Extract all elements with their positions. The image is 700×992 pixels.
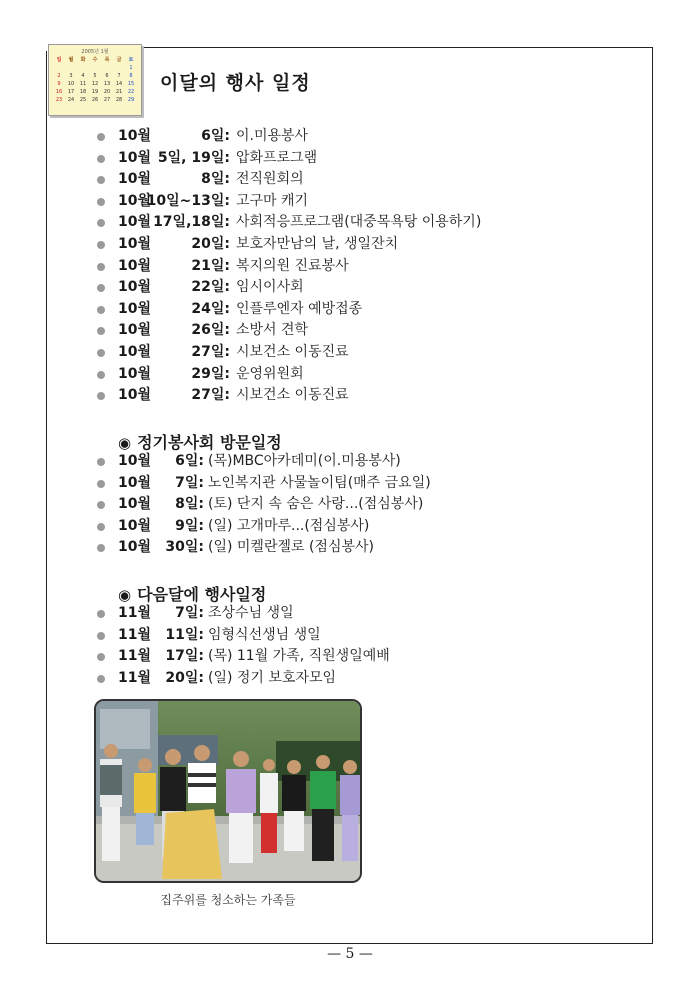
calendar-day: 14 (115, 81, 123, 87)
calendar-day: 18 (79, 89, 87, 95)
event-description: (토) 단지 속 숨은 사랑...(점심봉사) (208, 496, 424, 513)
event-date (118, 320, 230, 342)
event-day: 29일: (191, 365, 230, 382)
event-day: 5일, 19일: (157, 149, 230, 166)
calendar-day: 26 (91, 97, 99, 103)
event-description: 보호자만남의 날, 생일잔치 (236, 235, 399, 252)
event-day: 7일: (175, 605, 204, 621)
event-day: 20일: (165, 669, 204, 686)
event-day: 17일: (165, 648, 204, 665)
event-date (118, 537, 204, 559)
event-day: 11일: (165, 626, 204, 643)
event-month: 10월 (118, 453, 152, 469)
calendar-weekday: 목 (104, 57, 110, 63)
bullet-icon (97, 675, 105, 683)
calendar-day: 17 (67, 89, 75, 95)
event-description: 인플루엔자 예방접종 (236, 300, 363, 317)
calendar-day: 23 (55, 97, 63, 103)
group-photo (94, 699, 362, 883)
event-date (118, 212, 230, 234)
bullet-icon (97, 458, 105, 466)
event-day: 22일: (191, 279, 230, 296)
event-description: 조상수님 생일 (208, 605, 294, 621)
page-number: — 5 — (327, 946, 373, 962)
calendar-day: 8 (129, 73, 133, 79)
event-description: (일) 고개마루...(점심봉사) (208, 517, 370, 534)
event-date (118, 169, 230, 191)
calendar-title: 2005년 1월 (81, 49, 109, 55)
event-day: 27일: (191, 387, 230, 404)
event-date (118, 625, 204, 647)
event-month: 10월 (118, 214, 152, 231)
calendar-day: 5 (93, 73, 97, 79)
event-description: 소방서 견학 (236, 322, 309, 339)
event-month: 10월 (118, 387, 152, 404)
event-day: 17일,18일: (153, 214, 230, 231)
event-description: 노인복지관 사물놀이팀(매주 금요일) (208, 474, 431, 491)
calendar-day (77, 64, 89, 72)
page-title: 이달의 행사 일정 (160, 72, 311, 94)
calendar-day (65, 64, 77, 72)
calendar-day: 3 (69, 73, 73, 79)
event-description: 사회적응프로그램(대중목욕탕 이용하기) (236, 214, 482, 231)
event-month: 11월 (118, 605, 152, 621)
section-marker-icon: ◉ (118, 434, 132, 452)
event-month: 10월 (118, 365, 152, 382)
event-description: 복지의원 진료봉사 (236, 257, 349, 274)
event-month: 10월 (118, 149, 152, 166)
event-description: 임시이사회 (236, 279, 304, 296)
event-month: 11월 (118, 648, 152, 665)
calendar-day: 19 (91, 89, 99, 95)
event-date (118, 646, 204, 668)
bullet-icon (97, 306, 105, 314)
calendar-day (89, 64, 101, 72)
event-date (118, 277, 230, 299)
section-title-text: 정기봉사회 방문일정 (137, 433, 282, 452)
bullet-icon (97, 371, 105, 379)
event-month: 10월 (118, 235, 152, 252)
calendar-day: 21 (115, 89, 123, 95)
event-day: 6일: (201, 128, 230, 144)
event-day: 26일: (191, 322, 230, 339)
calendar-day (53, 64, 65, 72)
event-month: 10월 (118, 517, 152, 534)
bullet-icon (97, 349, 105, 357)
calendar-day: 1 (129, 65, 133, 71)
calendar-day: 22 (127, 89, 135, 95)
event-day: 8일: (201, 171, 230, 188)
calendar-day: 11 (79, 81, 87, 87)
event-date (118, 191, 230, 213)
event-month: 11월 (118, 626, 152, 643)
event-description: (일) 정기 보호자모임 (208, 669, 337, 686)
event-date (118, 148, 230, 170)
event-month: 10월 (118, 343, 152, 360)
event-date (118, 473, 204, 495)
calendar-day: 24 (67, 97, 75, 103)
event-month: 10월 (118, 539, 152, 556)
calendar-weekday: 화 (80, 57, 86, 63)
calendar-day: 25 (79, 97, 87, 103)
event-date (118, 364, 230, 386)
calendar-weekday: 토 (128, 57, 134, 63)
event-day: 24일: (191, 300, 230, 317)
event-day: 20일: (191, 235, 230, 252)
event-day: 27일: (191, 343, 230, 360)
event-day: 9일: (175, 517, 204, 534)
event-month: 10월 (118, 474, 152, 491)
calendar-weekday: 월 (68, 57, 74, 63)
event-month: 11월 (118, 669, 152, 686)
event-day: 6일: (175, 453, 204, 469)
calendar-weekday: 일 (56, 57, 62, 63)
event-date (118, 299, 230, 321)
calendar-day: 20 (103, 89, 111, 95)
event-month: 10월 (118, 322, 152, 339)
calendar-day: 10 (67, 81, 75, 87)
event-month: 10월 (118, 257, 152, 274)
photo-illustration (96, 701, 360, 881)
event-date (118, 668, 204, 690)
calendar-day: 13 (103, 81, 111, 87)
calendar-day: 2 (57, 73, 61, 79)
bullet-icon (97, 480, 105, 488)
event-month: 10월 (118, 171, 152, 188)
calendar-day (113, 64, 125, 72)
event-description: 전직원회의 (236, 171, 304, 188)
bullet-icon (97, 632, 105, 640)
section-marker-icon: ◉ (118, 586, 132, 604)
event-month: 10월 (118, 192, 152, 209)
calendar-day (101, 64, 113, 72)
calendar-grid (53, 56, 137, 104)
calendar-widget (48, 44, 142, 116)
event-day: 30일: (165, 539, 204, 556)
next-month-section-title (118, 582, 266, 605)
calendar-day: 12 (91, 81, 99, 87)
bullet-icon (97, 610, 105, 618)
event-date (118, 234, 230, 256)
event-month: 10월 (118, 300, 152, 317)
event-day: 10일~13일: (146, 192, 230, 209)
calendar-day: 28 (115, 97, 123, 103)
bullet-icon (97, 523, 105, 531)
bullet-icon (97, 263, 105, 271)
event-description: (목)MBC아카데미(이.미용봉사) (208, 453, 401, 469)
event-description: 시보건소 이동진료 (236, 343, 349, 360)
bullet-icon (97, 133, 105, 141)
event-month: 10월 (118, 279, 152, 296)
event-description: 임형식선생님 생일 (208, 626, 321, 643)
calendar-day: 7 (117, 73, 121, 79)
event-date (118, 494, 204, 516)
event-description: 시보건소 이동진료 (236, 387, 349, 404)
event-day: 8일: (175, 496, 204, 513)
calendar-day: 16 (55, 89, 63, 95)
event-date (118, 385, 230, 407)
bullet-icon (97, 155, 105, 163)
event-date (118, 603, 204, 625)
photo-caption: 집주위를 청소하는 가족들 (160, 893, 296, 907)
event-date (118, 256, 230, 278)
volunteer-section-title (118, 430, 282, 453)
event-day: 7일: (175, 474, 204, 491)
calendar-day: 29 (127, 97, 135, 103)
event-date (118, 516, 204, 538)
event-description: 고구마 캐기 (236, 192, 309, 209)
calendar-day: 4 (81, 73, 85, 79)
event-date (118, 342, 230, 364)
bullet-icon (97, 198, 105, 206)
calendar-weekday: 금 (116, 57, 122, 63)
event-date (118, 451, 204, 473)
calendar-day: 27 (103, 97, 111, 103)
event-day: 21일: (191, 257, 230, 274)
event-month: 10월 (118, 128, 152, 144)
event-description: 압화프로그램 (236, 149, 318, 166)
event-description: (일) 미켈란젤로 (점심봉사) (208, 539, 374, 556)
calendar-weekday: 수 (92, 57, 98, 63)
event-description: (목) 11월 가족, 직원생일예배 (208, 648, 390, 665)
event-description: 운영위원회 (236, 365, 304, 382)
section-title-text: 다음달에 행사일정 (137, 585, 267, 604)
event-description: 이.미용봉사 (236, 128, 309, 144)
event-month: 10월 (118, 496, 152, 513)
calendar-day: 15 (127, 81, 135, 87)
calendar-day: 6 (105, 73, 109, 79)
event-date (118, 126, 230, 148)
bullet-icon (97, 241, 105, 249)
calendar-day: 9 (57, 81, 61, 87)
